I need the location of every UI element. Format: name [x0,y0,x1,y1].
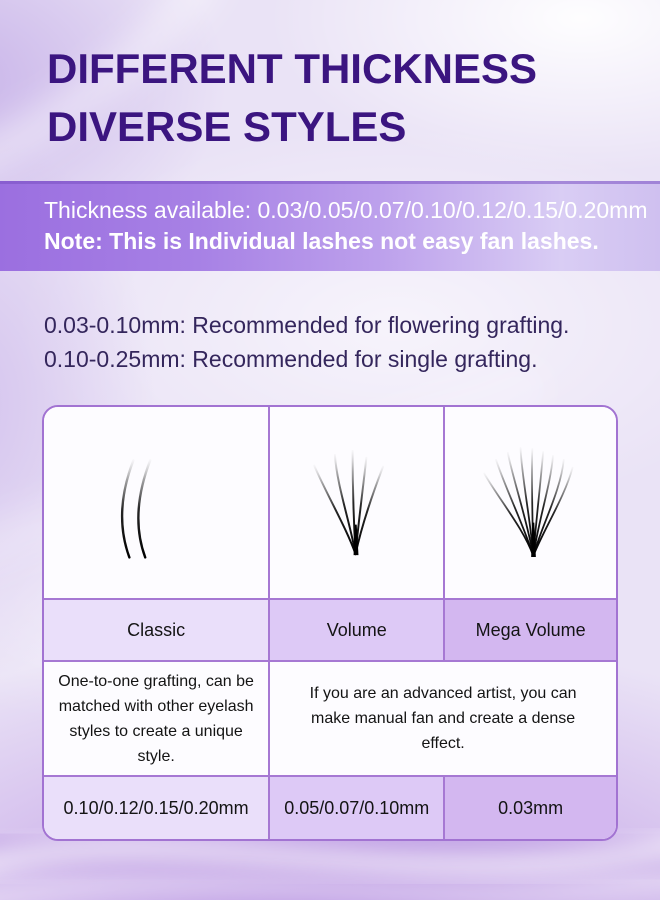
mega-volume-thickness-text: 0.03mm [498,797,564,818]
volume-thickness-cell [268,775,443,839]
advanced-description-cell [268,660,616,775]
classic-description-text: One-to-one grafting, can be matched with other eyelash styles to create a unique style. [58,672,254,765]
page-title [47,40,537,156]
banner-note-text: Note: This is Individual lashes not easy fan lashes. [44,228,599,254]
thickness-available-text: Thickness available: 0.03/0.05/0.07/0.10/0.12/0.15/0.20mm [44,197,648,223]
classic-lash-illustration [44,407,268,598]
classic-thickness-text: 0.10/0.12/0.15/0.20mm [63,797,249,818]
volume-thickness-text: 0.05/0.07/0.10mm [284,797,430,818]
classic-thickness-cell [44,775,268,839]
volume-lash-illustration [268,407,443,598]
lash-styles-table [42,405,618,841]
style-label-mega-volume [443,598,616,660]
style-label-volume [268,598,443,660]
classic-label-text: Classic [127,619,186,640]
page-title-line1: DIFFERENT THICKNESS [47,45,538,92]
mega-volume-thickness-cell [443,775,616,839]
recommendation-text [44,308,569,376]
mega-volume-lash-illustration [443,407,616,598]
style-label-classic [44,598,268,660]
recommendation-flowering: 0.03-0.10mm: Recommended for flowering grafting. [44,312,570,338]
mega-volume-label-text: Mega Volume [475,619,586,640]
thickness-banner [0,181,660,271]
volume-label-text: Volume [326,619,387,640]
page-title-line2: DIVERSE STYLES [47,103,407,150]
classic-description-cell [44,660,268,775]
recommendation-single: 0.10-0.25mm: Recommended for single grafting. [44,346,538,372]
advanced-description-text: If you are an advanced artist, you can make manual fan and create a dense effect. [309,685,577,752]
